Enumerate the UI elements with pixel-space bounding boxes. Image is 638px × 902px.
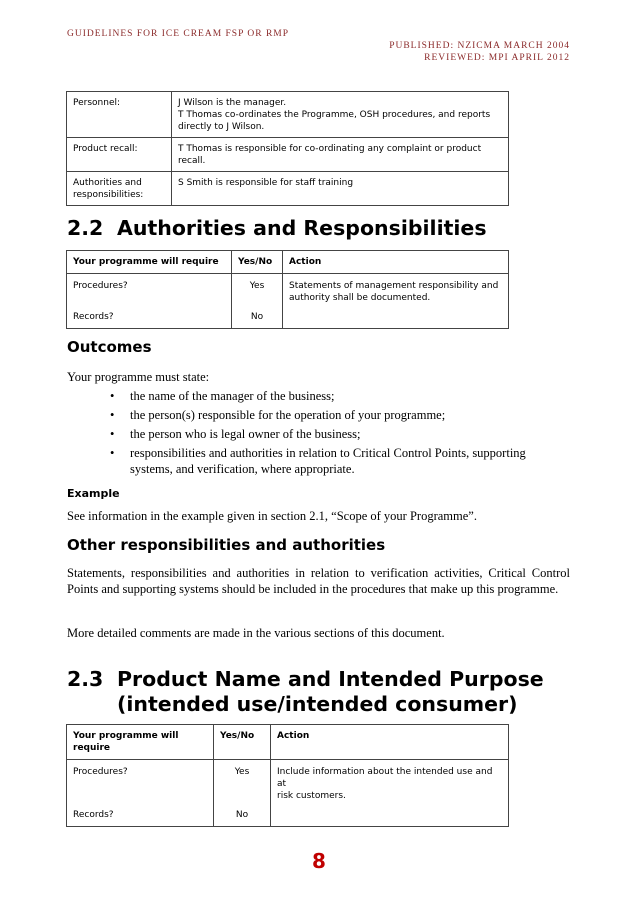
section-number: 2.3 [67,667,104,691]
outcomes-intro: Your programme must state: [67,370,210,384]
table-cell-action [283,274,509,309]
list-item-text: the name of the manager of the business; [130,389,335,403]
more-comments-text: More detailed comments are made in the various sections of this document. [67,626,445,640]
table-row [67,92,509,138]
column-header: Your programme will require [67,725,214,760]
table-row [67,172,509,206]
other-responsibilities-text: Statements, responsibilities and authorities in relation to verification activities, Critical Control Points and supporting systems should be included in the procedures that make up this programme. [67,566,570,596]
example-heading: Example [67,487,120,500]
table-cell-action [271,806,509,827]
requirements-table-2-3 [66,724,509,827]
bullet-icon: • [110,389,115,403]
table-cell-yesno: Yes [232,274,283,309]
section-title: Product Name and Intended Purpose [117,667,544,691]
table-cell-yesno: No [214,806,271,827]
section-number: 2.2 [67,216,104,240]
bullet-icon: • [110,446,115,460]
column-header: Action [283,251,509,274]
list-item-text: the person(s) responsible for the operation of your programme; [130,408,446,422]
table-header-row [67,725,509,760]
table-cell-item: Records? [67,308,232,329]
personnel-table [66,91,509,206]
other-responsibilities-heading: Other responsibilities and authorities [67,536,386,554]
table-cell-yesno: Yes [214,760,271,807]
table-cell-action [283,308,509,329]
section-title: Authorities and Responsibilities [117,216,487,240]
table-cell-item: Records? [67,806,214,827]
cell-line: J Wilson is the manager. [178,98,287,108]
table-cell-value: T Thomas is responsible for co-ordinating any complaint or product recall. [172,138,509,172]
table-row [67,274,509,309]
table-row [67,760,509,807]
section-title-line2: (intended use/intended consumer) [117,692,518,716]
outcomes-list [110,388,540,480]
table-cell-label: Personnel: [67,92,172,138]
cell-line: responsibilities: [73,190,144,200]
bullet-icon: • [110,427,115,441]
section-heading-2-3 [67,667,544,717]
page-number: 8 [312,849,326,873]
running-header-title: GUIDELINES FOR ICE CREAM FSP OR RMP [67,29,290,39]
table-cell-label [67,172,172,206]
column-header: Action [271,725,509,760]
list-item-text: responsibilities and authorities in relation to Critical Control Points, supporting systems, and verification, where appropriate. [130,446,526,476]
table-cell-yesno: No [232,308,283,329]
published-line: PUBLISHED: NZICMA MARCH 2004 [389,41,570,51]
outcomes-heading: Outcomes [67,338,152,356]
table-cell-item: Procedures? [67,760,214,807]
table-cell-item: Procedures? [67,274,232,309]
table-cell-value [172,92,509,138]
cell-line: risk customers. [277,791,346,801]
cell-line: authority shall be documented. [289,293,431,303]
table-row [67,308,509,329]
reviewed-line: REVIEWED: MPI APRIL 2012 [424,53,570,63]
table-row [67,806,509,827]
section-heading-2-2 [67,216,487,241]
column-header: Your programme will require [67,251,232,274]
requirements-table-2-2 [66,250,509,329]
cell-line: T Thomas co-ordinates the Programme, OSH procedures, and reports [178,110,491,120]
column-header: Yes/No [232,251,283,274]
table-cell-value: S Smith is responsible for staff training [172,172,509,206]
list-item [110,407,540,423]
table-header-row [67,251,509,274]
table-cell-label: Product recall: [67,138,172,172]
cell-line: Include information about the intended use and at [277,767,493,789]
list-item [110,388,540,404]
cell-line: Authorities and [73,178,142,188]
table-cell-action [271,760,509,807]
column-header: Yes/No [214,725,271,760]
list-item [110,426,540,442]
table-row [67,138,509,172]
cell-line: directly to J Wilson. [178,122,265,132]
bullet-icon: • [110,408,115,422]
list-item-text: the person who is legal owner of the business; [130,427,361,441]
running-header-publication [389,40,570,64]
list-item [110,445,540,477]
cell-line: Statements of management responsibility and [289,281,499,291]
example-text: See information in the example given in section 2.1, “Scope of your Programme”. [67,509,477,523]
